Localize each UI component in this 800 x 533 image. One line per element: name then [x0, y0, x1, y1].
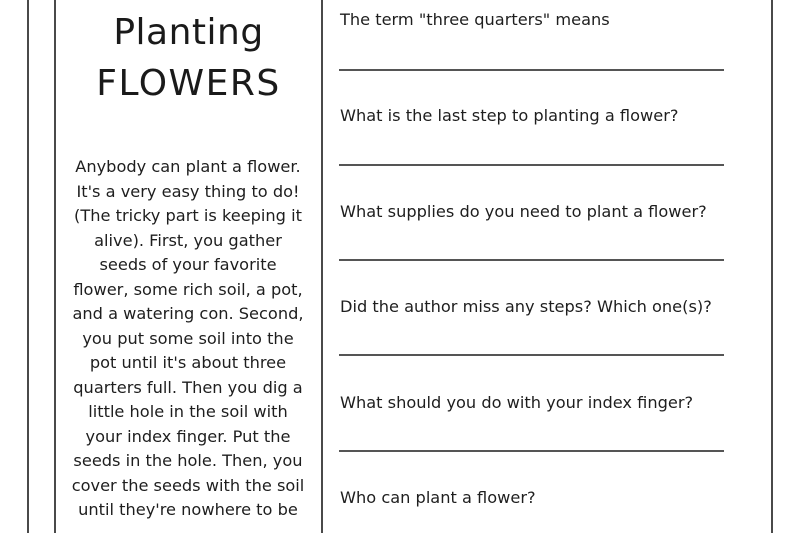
answer-line-4[interactable] [339, 354, 724, 356]
right-border [771, 0, 773, 533]
passage-line: It's a very easy thing to do! [76, 181, 300, 201]
passage-line: seeds of your favorite [99, 255, 277, 274]
question-3: What supplies do you need to plant a flower? [340, 202, 707, 221]
question-5: What should you do with your index finger? [340, 393, 694, 412]
passage-line: until they're nowhere to be [78, 500, 298, 519]
passage-line: seeds in the hole. Then, you [73, 451, 303, 470]
question-4: Did the author miss any steps? Which one(s)? [340, 297, 712, 316]
passage-line: Anybody can plant a flower. [75, 157, 301, 176]
answer-line-2[interactable] [339, 164, 724, 166]
passage-line: pot until it's about three [89, 353, 287, 372]
passage-line: and a watering con. Second, [72, 304, 304, 323]
passage-line: quarters full. Then you dig a [73, 377, 303, 397]
title-line-1: Planting [113, 12, 264, 53]
passage-line: your index finger. Put the [85, 426, 291, 446]
answer-line-5[interactable] [339, 450, 724, 452]
passage-line: flower, some rich soil, a pot, [73, 279, 303, 299]
question-1: The term "three quarters" means [340, 10, 610, 29]
passage-line: cover the seeds with the soil [71, 475, 305, 495]
question-6: Who can plant a flower? [340, 488, 536, 507]
answer-line-1[interactable] [339, 69, 724, 71]
outer-left-border [27, 0, 29, 533]
question-2: What is the last step to planting a flower? [340, 106, 679, 125]
column-divider [321, 0, 323, 533]
passage-line: you put some soil into the [82, 328, 294, 348]
answer-line-3[interactable] [339, 259, 724, 261]
title-line-2: FLOWERS [96, 63, 281, 104]
reading-passage [58, 155, 318, 523]
passage-line: alive). First, you gather [94, 230, 282, 250]
passage-line: little hole in the soil with [88, 402, 288, 421]
passage-line: (The tricky part is keeping it [74, 206, 302, 225]
